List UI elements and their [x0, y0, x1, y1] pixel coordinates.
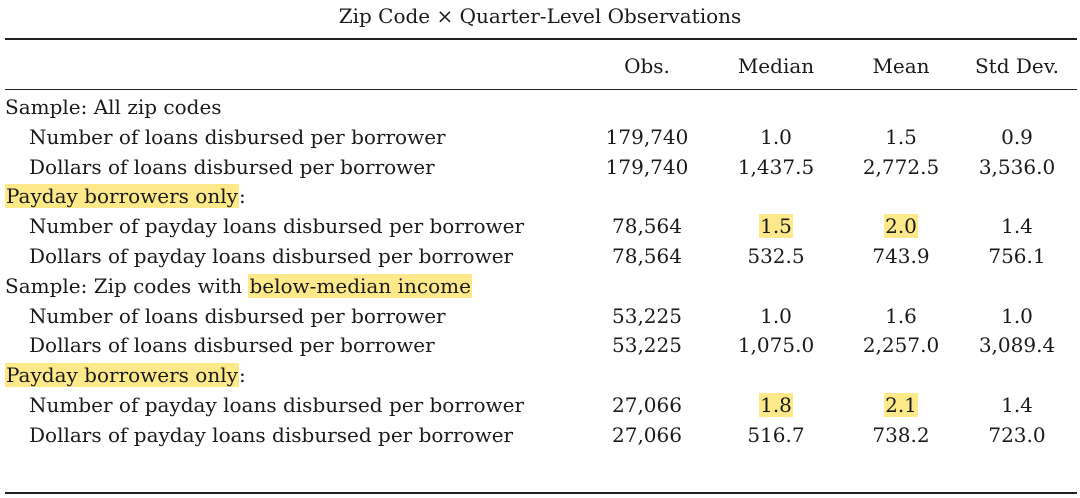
- std-dev-value: 0.9: [1001, 124, 1033, 149]
- median-value: 532.5: [747, 243, 805, 268]
- highlighted-median: 1.8: [760, 392, 792, 417]
- std-dev-value: 756.1: [988, 243, 1046, 268]
- section-heading: Payday borrowers only:: [6, 363, 246, 388]
- mean-value: [845, 391, 957, 421]
- header-label-blank: [5, 49, 587, 83]
- median-value: [707, 212, 845, 242]
- std-dev-value: 1.0: [1001, 303, 1033, 328]
- table-row: [5, 123, 1077, 153]
- table-row: [5, 391, 1077, 421]
- std-dev-value: 3,089.4: [978, 333, 1056, 358]
- mean-value: 1.6: [885, 303, 917, 328]
- obs-value: 27,066: [612, 422, 682, 447]
- mean-value: 738.2: [872, 422, 930, 447]
- top-rule: [5, 38, 1077, 40]
- median-value: 1.0: [760, 124, 792, 149]
- table-row: [5, 212, 1077, 242]
- row-label: Dollars of loans disbursed per borrower: [29, 333, 435, 358]
- mean-value: 743.9: [872, 243, 930, 268]
- header-std-dev: Std Dev.: [974, 54, 1060, 78]
- table-row: [5, 242, 1077, 272]
- row-label: Dollars of payday loans disbursed per borrower: [29, 243, 514, 268]
- table-row: [5, 153, 1077, 183]
- section-heading: Payday borrowers only:: [6, 184, 246, 209]
- row-label: Dollars of payday loans disbursed per borrower: [29, 422, 514, 447]
- header-obs: Obs.: [624, 54, 670, 78]
- median-value: 1,437.5: [737, 154, 815, 179]
- bottom-rule: [5, 492, 1077, 494]
- row-label: Dollars of loans disbursed per borrower: [29, 154, 435, 179]
- median-value: [707, 391, 845, 421]
- obs-value: 53,225: [612, 303, 682, 328]
- table-title: Zip Code × Quarter-Level Observations: [338, 4, 742, 28]
- highlighted-text: Payday borrowers only: [6, 184, 238, 209]
- mean-value: 2,257.0: [862, 333, 940, 358]
- std-dev-value: 1.4: [1001, 392, 1033, 417]
- header-median: Median: [737, 54, 815, 78]
- std-dev-value: 723.0: [988, 422, 1046, 447]
- std-dev-value: 1.4: [1001, 214, 1033, 239]
- section-heading: Sample: Zip codes with below-median income: [5, 273, 471, 298]
- mean-value: 2,772.5: [862, 154, 940, 179]
- mean-value: 1.5: [885, 124, 917, 149]
- highlighted-text: Payday borrowers only: [6, 363, 238, 388]
- table-row: [5, 331, 1077, 361]
- highlighted-mean: 2.0: [885, 214, 917, 239]
- header-row: [5, 49, 1077, 83]
- median-value: 1,075.0: [737, 333, 815, 358]
- obs-value: 78,564: [612, 243, 682, 268]
- highlighted-text: below-median income: [249, 273, 471, 298]
- section-heading-row: [5, 361, 1077, 391]
- table-row: [5, 421, 1077, 451]
- row-label: Number of payday loans disbursed per borrower: [29, 392, 525, 417]
- section-heading-row: [5, 182, 1077, 212]
- median-value: 516.7: [747, 422, 805, 447]
- section-heading-row: [5, 93, 1077, 123]
- obs-value: 27,066: [612, 392, 682, 417]
- section-heading: Sample: All zip codes: [5, 95, 222, 119]
- row-label: Number of loans disbursed per borrower: [29, 303, 446, 328]
- median-value: 1.0: [760, 303, 792, 328]
- section-heading-row: [5, 272, 1077, 302]
- table-row: [5, 302, 1077, 332]
- obs-value: 179,740: [605, 154, 689, 179]
- highlighted-median: 1.5: [760, 214, 792, 239]
- obs-value: 53,225: [612, 333, 682, 358]
- summary-statistics-table: [5, 49, 1077, 451]
- highlighted-mean: 2.1: [885, 392, 917, 417]
- header-mean: Mean: [872, 54, 930, 78]
- mean-value: [845, 212, 957, 242]
- std-dev-value: 3,536.0: [978, 154, 1056, 179]
- row-label: Number of payday loans disbursed per borrower: [29, 214, 525, 239]
- obs-value: 78,564: [612, 214, 682, 239]
- row-label: Number of loans disbursed per borrower: [29, 124, 446, 149]
- obs-value: 179,740: [605, 124, 689, 149]
